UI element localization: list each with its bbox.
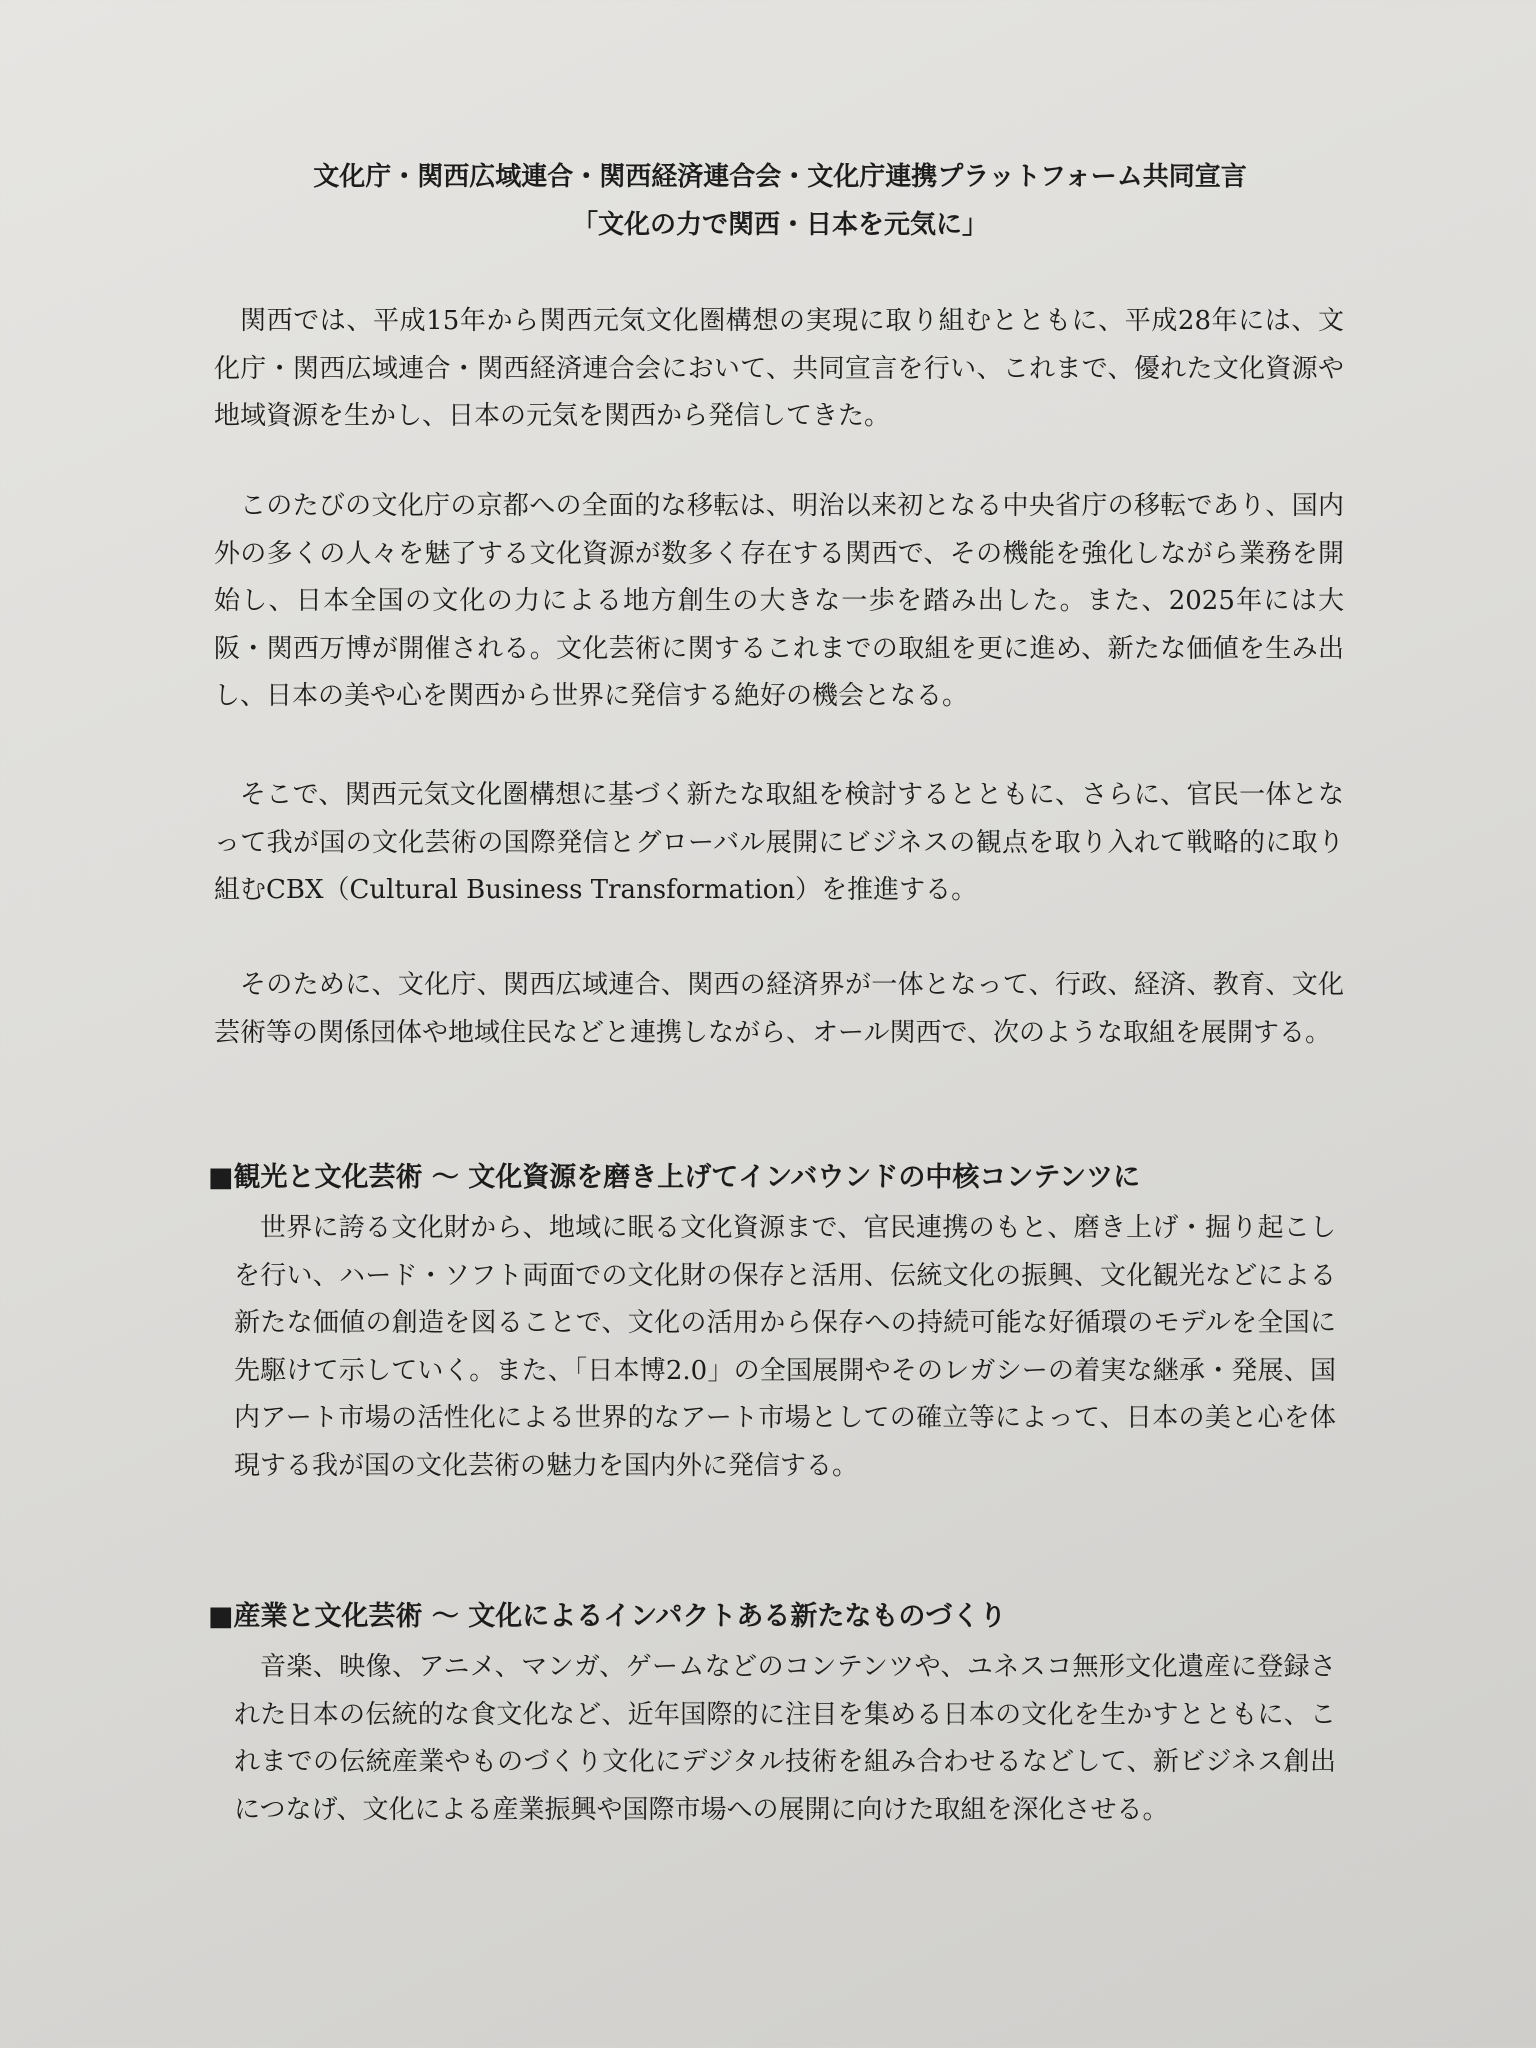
document-title: 文化庁・関西広域連合・関西経済連合会・文化庁連携プラットフォーム共同宣言 [313, 162, 1247, 192]
paragraph-relocation: このたびの文化庁の京都への全面的な移転は、明治以来初となる中央省庁の移転であり、国内外の多くの人々を魅了する文化資源が数多く存在する関西で、その機能を強化しながら業務を開始し、日本全国の文化の力による地方創生の大きな一歩を踏み出した。また、2025年には大阪・関西万博が開催される。文化芸術に関するこれまでの取組を更に進め、新たな価値を生み出し、日本の美や心を関西から世界に発信する絶好の機会となる。 [214, 491, 1344, 711]
section-body-industry: 音楽、映像、アニメ、マンガ、ゲームなどのコンテンツや、ユネスコ無形文化遺産に登録された日本の伝統的な食文化など、近年国際的に注目を集める日本の文化を生かすとともに、これまでの伝統産業やものづくり文化にデジタル技術を組み合わせるなどして、新ビジネス創出につなげ、文化による産業振興や国際市場への展開に向けた取組を深化させる。 [234, 1652, 1336, 1825]
section-body-tourism: 世界に誇る文化財から、地域に眠る文化資源まで、官民連携のもと、磨き上げ・掘り起こしを行い、ハード・ソフト両面での文化財の保存と活用、伝統文化の振興、文化観光などによる新たな価値の創造を図ることで、文化の活用から保存への持続可能な好循環のモデルを全国に先駆けて示していく。また、「日本博2.0」の全国展開やそのレガシーの着実な継承・発展、国内アート市場の活性化による世界的なアート市場としての確立等によって、日本の美と心を体現する我が国の文化芸術の魅力を国内外に発信する。 [234, 1213, 1336, 1481]
document-subtitle: 「文化の力で関西・日本を元気に」 [571, 210, 988, 240]
section-heading-industry: ■産業と文化芸術 ～ 文化によるインパクトある新たなものづくり [208, 1601, 1007, 1632]
section-heading-tourism: ■観光と文化芸術 ～ 文化資源を磨き上げてインバウンドの中核コンテンツに [208, 1162, 1141, 1193]
paragraph-cbx: そこで、関西元気文化圏構想に基づく新たな取組を検討するとともに、さらに、官民一体となって我が国の文化芸術の国際発信とグローバル展開にビジネスの観点を取り入れて戦略的に取り組むCBX（Cultural Business Transformation）を推進する。 [214, 780, 1344, 905]
paragraph-intro: 関西では、平成15年から関西元気文化圏構想の実現に取り組むとともに、平成28年には、文化庁・関西広域連合・関西経済連合会において、共同宣言を行い、これまで、優れた文化資源や地域資源を生かし、日本の元気を関西から発信してきた。 [214, 306, 1344, 431]
paragraph-collaboration: そのために、文化庁、関西広域連合、関西の経済界が一体となって、行政、経済、教育、文化芸術等の関係団体や地域住民などと連携しながら、オール関西で、次のような取組を展開する。 [214, 970, 1344, 1048]
